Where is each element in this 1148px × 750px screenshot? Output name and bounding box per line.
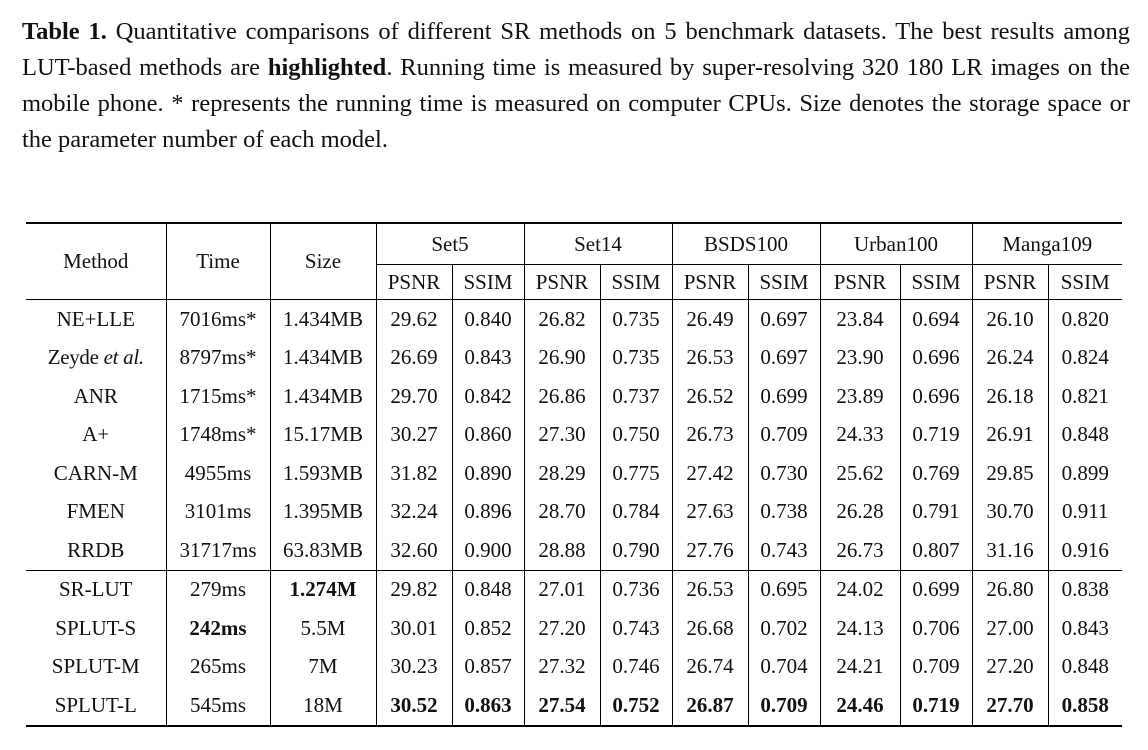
table-row xyxy=(26,531,1122,570)
cell-value: 0.735 xyxy=(600,339,672,378)
cell-value: 32.24 xyxy=(376,493,452,532)
cell-value: 0.738 xyxy=(748,493,820,532)
cell-value: 27.63 xyxy=(672,493,748,532)
cell-value: 30.27 xyxy=(376,416,452,455)
cell-value: 26.52 xyxy=(672,377,748,416)
cell-value: 0.911 xyxy=(1062,499,1109,524)
cell-value: 0.704 xyxy=(748,648,820,687)
table-row xyxy=(26,339,1122,378)
cell-value: 26.87 xyxy=(672,686,748,726)
header-metric: SSIM xyxy=(748,265,820,300)
cell-value: 0.820 xyxy=(1048,300,1122,339)
cell-value: 27.20 xyxy=(972,648,1048,687)
cell-value: 26.53 xyxy=(672,570,748,609)
cell-time: 279ms xyxy=(166,570,270,609)
cell-value: 0.735 xyxy=(600,300,672,339)
cell-value: 0.896 xyxy=(452,493,524,532)
cell-time: 7016ms* xyxy=(166,300,270,339)
header-metric: PSNR xyxy=(672,265,748,300)
cell-size: 1.395MB xyxy=(270,493,376,532)
table-row xyxy=(26,570,1122,609)
cell-value: 26.86 xyxy=(524,377,600,416)
cell-value: 29.82 xyxy=(376,570,452,609)
table-row xyxy=(26,300,1122,339)
cell-value: 0.916 xyxy=(1061,537,1109,562)
cell-value: 24.33 xyxy=(820,416,900,455)
cell-value: 0.697 xyxy=(748,300,820,339)
header-metric: PSNR xyxy=(376,265,452,300)
cell-value: 0.699 xyxy=(900,570,972,609)
cell-value: 0.697 xyxy=(748,339,820,378)
cell-value: 0.842 xyxy=(452,377,524,416)
cell-value: 0.900 xyxy=(452,531,524,570)
cell-value: 0.709 xyxy=(900,648,972,687)
cell-value: 0.848 xyxy=(452,570,524,609)
cell-value: 0.746 xyxy=(600,648,672,687)
cell-time: 1715ms* xyxy=(166,377,270,416)
cell-value: 27.76 xyxy=(672,531,748,570)
cell-value: 24.46 xyxy=(820,686,900,726)
cell-value: 0.890 xyxy=(452,454,524,493)
cell-value: 27.70 xyxy=(972,686,1048,726)
cell-value: 0.848 xyxy=(1061,654,1109,679)
cell-value: 24.21 xyxy=(820,648,900,687)
cell-value: 0.706 xyxy=(900,609,972,648)
cell-value: 0.838 xyxy=(1048,570,1122,609)
cell-size: 63.83MB xyxy=(270,531,376,570)
cell-time: 3101ms xyxy=(166,493,270,532)
cell-value: 28.88 xyxy=(524,531,600,570)
cell-value: 0.696 xyxy=(900,339,972,378)
cell-value: 0.702 xyxy=(748,609,820,648)
header-metric: PSNR xyxy=(524,265,600,300)
cell-value: 26.91 xyxy=(972,416,1048,455)
cell-size: 15.17MB xyxy=(270,416,376,455)
cell-value: 0.743 xyxy=(600,609,672,648)
cell-time: 1748ms* xyxy=(166,416,270,455)
cell-time: 4955ms xyxy=(166,454,270,493)
caption-text-1: Quantitative comparisons of different SR methods on 5 benchmark datasets. The best results among LUT-based methods are xyxy=(22,18,1130,81)
cell-value: 0.695 xyxy=(748,570,820,609)
cell-value: 26.73 xyxy=(672,416,748,455)
cell-value: 27.54 xyxy=(524,686,600,726)
cell-value: 0.743 xyxy=(748,531,820,570)
cell-size: 18M xyxy=(270,686,376,726)
cell-value: 26.53 xyxy=(672,339,748,378)
header-metric: SSIM xyxy=(1060,269,1110,294)
cell-size: 5.5M xyxy=(270,609,376,648)
cell-method: ANR xyxy=(26,377,166,416)
cell-value: 27.30 xyxy=(524,416,600,455)
cell-value: 0.784 xyxy=(600,493,672,532)
header-dataset: Urban100 xyxy=(820,223,972,265)
cell-value: 24.02 xyxy=(820,570,900,609)
table-row xyxy=(26,648,1122,687)
results-table xyxy=(26,222,1122,727)
cell-size: 1.274M xyxy=(270,570,376,609)
cell-value: 0.790 xyxy=(600,531,672,570)
caption-text-2: . Running time is measured by super-resolving 320 180 LR images on the mobile phone. * represents the running time is measured on computer CPUs. Size denotes the storage space or the parameter number of each model. xyxy=(22,54,1130,153)
cell-value: 23.84 xyxy=(820,300,900,339)
cell-value: 0.843 xyxy=(452,339,524,378)
cell-size: 1.434MB xyxy=(270,339,376,378)
cell-value: 0.840 xyxy=(452,300,524,339)
cell-method: CARN-M xyxy=(26,454,166,493)
cell-value: 27.32 xyxy=(524,648,600,687)
cell-value: 26.82 xyxy=(524,300,600,339)
cell-value: 31.16 xyxy=(972,531,1048,570)
cell-value: 30.01 xyxy=(376,609,452,648)
caption-highlight: highlighted xyxy=(267,54,387,81)
header-metric: PSNR xyxy=(820,265,900,300)
cell-value: 0.852 xyxy=(452,609,524,648)
cell-method: SPLUT-M xyxy=(26,648,166,687)
cell-value: 25.62 xyxy=(820,454,900,493)
cell-value: 26.69 xyxy=(376,339,452,378)
header-metric: PSNR xyxy=(972,265,1048,300)
cell-value: 29.70 xyxy=(376,377,452,416)
cell-value: 0.694 xyxy=(900,300,972,339)
table-row xyxy=(26,377,1122,416)
header-dataset: Set5 xyxy=(376,223,524,265)
cell-value: 24.13 xyxy=(820,609,900,648)
cell-value: 26.18 xyxy=(972,377,1048,416)
cell-value: 27.20 xyxy=(524,609,600,648)
cell-value: 26.68 xyxy=(672,609,748,648)
cell-time: 242ms xyxy=(166,609,270,648)
cell-value: 0.699 xyxy=(748,377,820,416)
cell-value: 0.863 xyxy=(452,686,524,726)
cell-value: 26.28 xyxy=(820,493,900,532)
cell-method: Zeyde et al. xyxy=(26,339,166,378)
table-row xyxy=(26,686,1122,726)
cell-value: 0.857 xyxy=(452,648,524,687)
cell-value: 0.899 xyxy=(1061,460,1109,485)
cell-value: 26.74 xyxy=(672,648,748,687)
cell-value: 29.85 xyxy=(972,454,1048,493)
header-time: Time xyxy=(166,223,270,300)
cell-value: 0.719 xyxy=(900,686,972,726)
cell-method: NE+LLE xyxy=(26,300,166,339)
header-metric: SSIM xyxy=(600,265,672,300)
cell-value: 0.775 xyxy=(600,454,672,493)
cell-value: 29.62 xyxy=(376,300,452,339)
cell-size: 7M xyxy=(270,648,376,687)
header-method: Method xyxy=(26,223,166,300)
table-row xyxy=(26,416,1122,455)
cell-value: 26.80 xyxy=(972,570,1048,609)
table-caption xyxy=(22,14,1130,158)
cell-method: SPLUT-L xyxy=(26,686,166,726)
cell-size: 1.434MB xyxy=(270,300,376,339)
cell-value: 26.90 xyxy=(524,339,600,378)
cell-value: 26.10 xyxy=(972,300,1048,339)
cell-value: 0.821 xyxy=(1061,383,1109,408)
cell-value: 0.736 xyxy=(600,570,672,609)
cell-value: 27.42 xyxy=(672,454,748,493)
cell-time: 545ms xyxy=(166,686,270,726)
cell-time: 265ms xyxy=(166,648,270,687)
cell-value: 27.00 xyxy=(972,609,1048,648)
header-row-datasets xyxy=(26,223,1122,265)
cell-value: 32.60 xyxy=(376,531,452,570)
cell-value: 23.89 xyxy=(820,377,900,416)
cell-value: 0.750 xyxy=(600,416,672,455)
cell-value: 0.807 xyxy=(900,531,972,570)
cell-value: 28.29 xyxy=(524,454,600,493)
cell-value: 26.24 xyxy=(972,339,1048,378)
cell-method: FMEN xyxy=(26,493,166,532)
cell-value: 26.73 xyxy=(820,531,900,570)
caption-label: Table 1. xyxy=(22,18,107,45)
cell-value: 23.90 xyxy=(820,339,900,378)
cell-value: 0.709 xyxy=(748,416,820,455)
header-dataset: BSDS100 xyxy=(672,223,820,265)
cell-value: 30.52 xyxy=(376,686,452,726)
header-dataset: Manga109 xyxy=(972,223,1122,265)
cell-value: 0.860 xyxy=(452,416,524,455)
cell-value: 30.23 xyxy=(376,648,452,687)
table-body xyxy=(26,300,1122,726)
table-row xyxy=(26,454,1122,493)
cell-value: 28.70 xyxy=(524,493,600,532)
cell-value: 0.696 xyxy=(900,377,972,416)
cell-method: SR-LUT xyxy=(26,570,166,609)
cell-value: 0.730 xyxy=(748,454,820,493)
header-dataset: Set14 xyxy=(524,223,672,265)
cell-size: 1.593MB xyxy=(270,454,376,493)
cell-value: 0.791 xyxy=(900,493,972,532)
cell-value: 0.843 xyxy=(1061,615,1109,640)
cell-value: 30.70 xyxy=(972,493,1048,532)
cell-value: 0.848 xyxy=(1061,422,1109,447)
cell-method: A+ xyxy=(26,416,166,455)
header-metric: SSIM xyxy=(900,265,972,300)
cell-value: 0.824 xyxy=(1061,345,1109,370)
cell-method: RRDB xyxy=(26,531,166,570)
cell-method: SPLUT-S xyxy=(26,609,166,648)
header-metric: SSIM xyxy=(452,265,524,300)
cell-time: 31717ms xyxy=(166,531,270,570)
cell-value: 0.737 xyxy=(600,377,672,416)
cell-value: 31.82 xyxy=(376,454,452,493)
cell-value: 0.858 xyxy=(1048,686,1122,726)
cell-value: 0.752 xyxy=(600,686,672,726)
table-row xyxy=(26,493,1122,532)
cell-value: 0.769 xyxy=(900,454,972,493)
cell-time: 8797ms* xyxy=(166,339,270,378)
cell-value: 27.01 xyxy=(524,570,600,609)
cell-value: 0.709 xyxy=(748,686,820,726)
cell-size: 1.434MB xyxy=(270,377,376,416)
cell-value: 0.719 xyxy=(900,416,972,455)
header-size: Size xyxy=(270,223,376,300)
cell-value: 26.49 xyxy=(672,300,748,339)
table-row xyxy=(26,609,1122,648)
